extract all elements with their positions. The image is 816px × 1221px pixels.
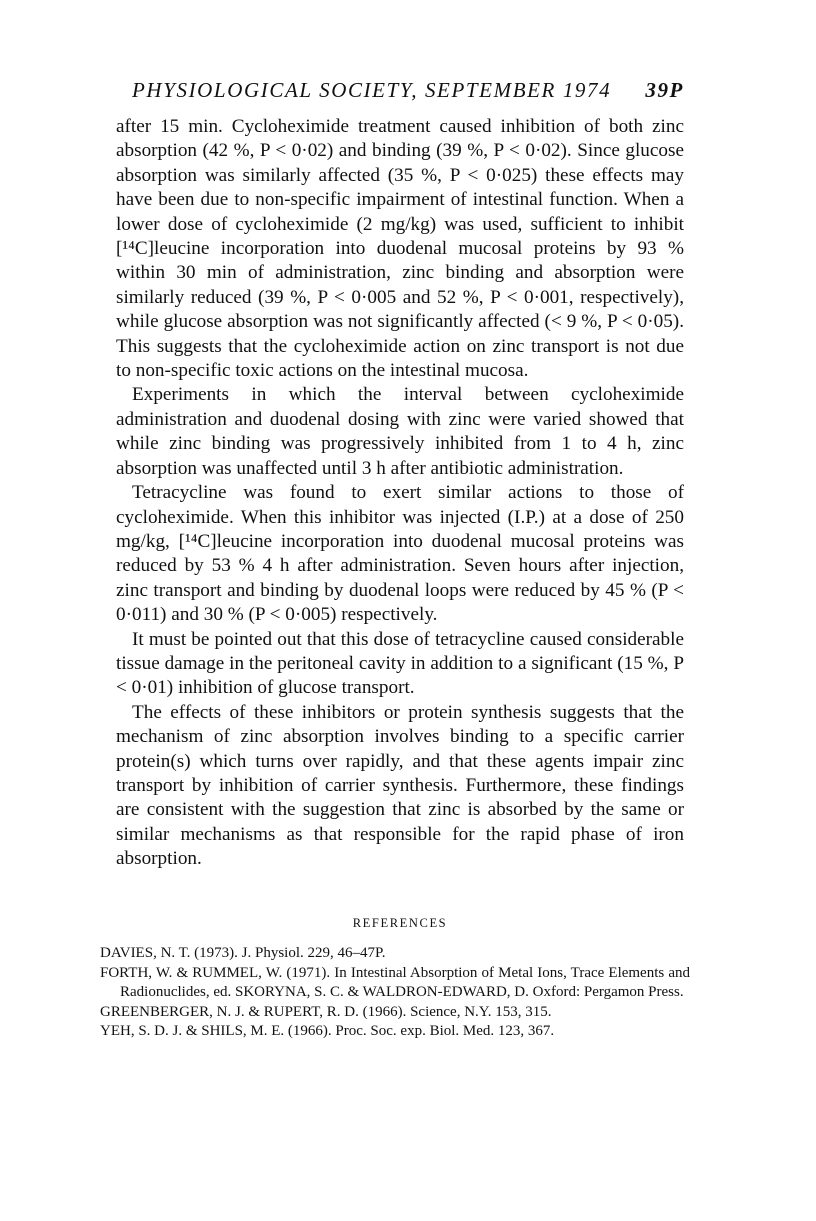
page-number: 39P — [645, 78, 684, 102]
running-title: PHYSIOLOGICAL SOCIETY, SEPTEMBER 1974 — [132, 78, 612, 102]
paragraph-continuation: after 15 min. Cycloheximide treatment caused inhibition of both zinc absorption (42 %, P < 0·02) and binding (39 %, P < 0·02). Since glucose absorption was similarly affected (35 %, P < 0·025) these effects may have been due to non-specific impairment of intestinal function. When a lower dose of cycloheximide (2 mg/kg) was used, sufficient to inhibit [¹⁴C]leucine incorporation into duodenal mucosal proteins by 93 % within 30 min of administration, zinc binding and absorption were similarly reduced (39 %, P < 0·005 and 52 %, P < 0·001, respectively), while glucose absorption was not significantly affected (< 9 %, P < 0·05). This suggests that the cycloheximide action on zinc transport is not due to non-specific toxic actions on the intestinal mucosa. — [116, 116, 684, 382]
article-body — [116, 115, 684, 872]
paragraph-timing-experiments: Experiments in which the interval between cycloheximide administration and duodenal dosing with zinc were varied showed that while zinc binding was progressively inhibited from 1 to 4 h, zinc absorption was unaffected until 3 h after antibiotic administration. — [116, 384, 684, 479]
reference-item: FORTH, W. & RUMMEL, W. (1971). In Intestinal Absorption of Metal Ions, Trace Elements and Radionuclides, ed. SKORYNA, S. C. & WALDRON-EDWARD, D. Oxford: Pergamon Press. — [100, 964, 690, 1001]
paragraph-tetracycline: Tetracycline was found to exert similar actions to those of cycloheximide. When this inhibitor was injected (I.P.) at a dose of 250 mg/kg, [¹⁴C]leucine incorporation into duodenal mucosal proteins was reduced by 53 % 4 h after administration. Seven hours after injection, zinc transport and binding by duodenal loops were reduced by 45 % (P < 0·011) and 30 % (P < 0·005) respectively. — [116, 482, 684, 626]
reference-item: GREENBERGER, N. J. & RUPERT, R. D. (1966). Science, N.Y. 153, 315. — [100, 1003, 552, 1020]
paragraph-conclusion: The effects of these inhibitors or protein synthesis suggests that the mechanism of zinc absorption involves binding to a specific carrier protein(s) which turns over rapidly, and that these agents impair zinc transport by inhibition of carrier synthesis. Furthermore, these findings are consistent with the suggestion that zinc is absorbed by the same or similar mechanisms as that responsible for the rapid phase of iron absorption. — [116, 701, 684, 870]
page-header — [100, 78, 684, 108]
reference-item: YEH, S. D. J. & SHILS, M. E. (1966). Proc. Soc. exp. Biol. Med. 123, 367. — [100, 1023, 555, 1040]
paragraph-tissue-damage: It must be pointed out that this dose of tetracycline caused considerable tissue damage in the peritoneal cavity in addition to a significant (15 %, P < 0·01) inhibition of glucose transport. — [116, 628, 684, 699]
references-list — [100, 944, 690, 1042]
reference-item: DAVIES, N. T. (1973). J. Physiol. 229, 46–47P. — [100, 945, 386, 961]
references-heading: REFERENCES — [352, 916, 448, 930]
